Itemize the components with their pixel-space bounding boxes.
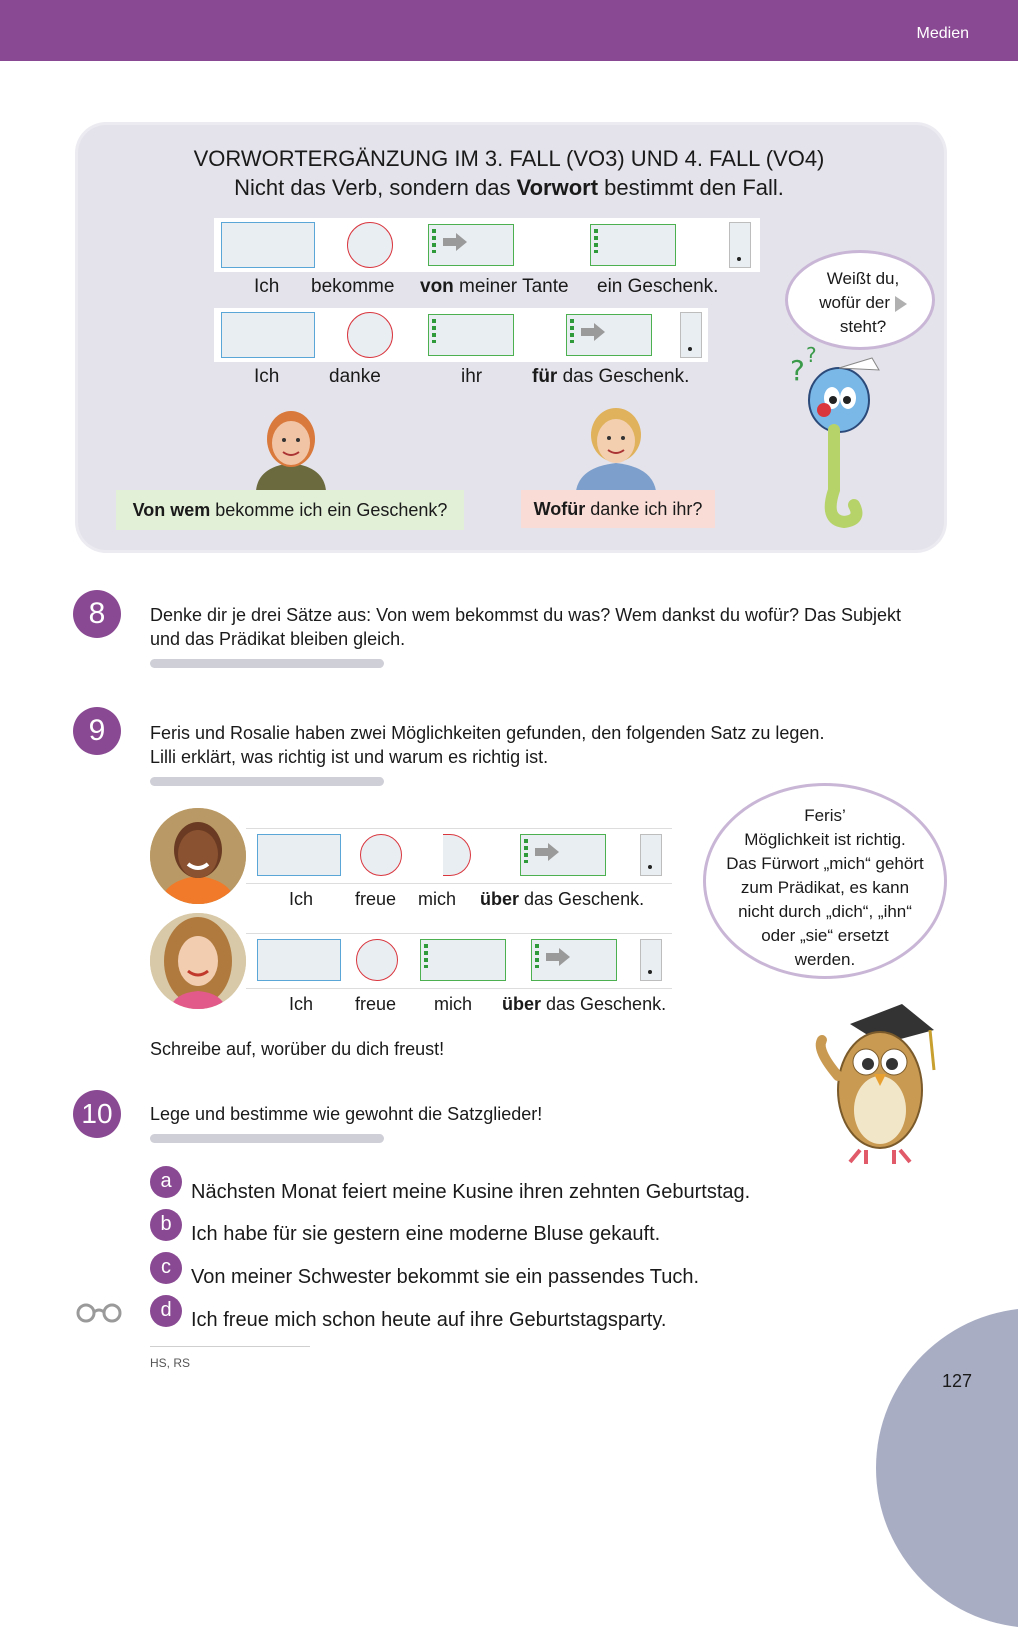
feris-photo <box>150 808 246 904</box>
item-badge-c: c <box>150 1252 182 1284</box>
word-von-meiner-tante: von meiner Tante <box>420 276 569 297</box>
period-box <box>680 312 702 358</box>
predicate-circle <box>360 834 402 876</box>
vo4-box <box>566 314 652 356</box>
predicate-circle <box>347 312 393 358</box>
word-ich: Ich <box>254 366 280 387</box>
vo4-box <box>520 834 606 876</box>
owl-mascot <box>810 1000 950 1168</box>
svg-text:?: ? <box>790 354 805 387</box>
page-number: 127 <box>942 1371 973 1391</box>
question-mascot <box>784 340 894 530</box>
task8-text: Denke dir je drei Sätze aus: Von wem bekommst du was? Wem dankst du wofür? Das Subjekt und das Prädikat bleiben gleich. <box>150 605 902 649</box>
boy-photo <box>570 403 662 491</box>
footer-note: HS, RS <box>150 1356 191 1370</box>
question-von-wem: Von wem bekomme ich ein Geschenk? <box>116 490 464 530</box>
speech-bubble-question: Weißt du, wofür der steht? <box>785 250 935 350</box>
word-ein-geschenk: ein Geschenk. <box>597 276 719 297</box>
task-number-8: 8 <box>73 590 121 638</box>
predicate-circle <box>347 222 393 268</box>
subject-square <box>257 939 341 981</box>
word-freue: freue <box>355 889 397 909</box>
word-bekomme: bekomme <box>311 276 395 297</box>
period-box <box>640 834 662 876</box>
item-badge-d: d <box>150 1295 182 1327</box>
page-corner <box>876 1308 1018 1628</box>
item-badge-b: b <box>150 1209 182 1241</box>
info-title: VORWORTERGÄNZUNG IM 3. FALL (VO3) UND 4. FALL (VO4) <box>193 146 825 171</box>
word-ueber-das-geschenk: über das Geschenk. <box>480 889 645 909</box>
item-text-b: Ich habe für sie gestern eine moderne Bluse gekauft. <box>191 1223 661 1245</box>
word-danke: danke <box>329 366 381 387</box>
subject-square <box>221 312 315 358</box>
item-text-d: Ich freue mich schon heute auf ihre Geburtstagsparty. <box>191 1309 667 1331</box>
glasses-icon <box>75 1302 123 1324</box>
task9-text: Feris und Rosalie haben zwei Möglichkeiten gefunden, den folgenden Satz zu legen. Lilli erklärt, was richtig ist und warum es richtig ist. <box>150 723 825 767</box>
word-ich: Ich <box>289 994 314 1014</box>
word-ich: Ich <box>254 276 280 297</box>
footer-divider <box>150 1346 310 1347</box>
arrow-icon <box>581 328 595 336</box>
object-box <box>590 224 676 266</box>
task10-text: Lege und bestimme wie gewohnt die Satzglieder! <box>150 1104 543 1124</box>
task-number-10: 10 <box>73 1090 121 1138</box>
object-box <box>428 314 514 356</box>
item-text-c: Von meiner Schwester bekommt sie ein passendes Tuch. <box>191 1266 700 1288</box>
period-box <box>729 222 751 268</box>
word-mich: mich <box>418 889 457 909</box>
arrow-icon <box>895 296 907 312</box>
speech-bubble-lilli: Feris’ Möglichkeit ist richtig. Das Fürwort „mich“ gehört zum Prädikat, es kann nicht durch „dich“, „ihn“ oder „sie“ ersetzt werden. <box>703 783 947 979</box>
section-label: Medien <box>916 25 969 42</box>
object-box <box>420 939 506 981</box>
word-ich: Ich <box>289 889 314 909</box>
vo4-box <box>531 939 617 981</box>
word-ihr: ihr <box>461 366 483 387</box>
period-box <box>640 939 662 981</box>
word-ueber-das-geschenk: über das Geschenk. <box>502 994 667 1014</box>
subject-square <box>257 834 341 876</box>
question-wofuer: Wofür danke ich ihr? <box>521 490 715 528</box>
item-text-a: Nächsten Monat feiert meine Kusine ihren zehnten Geburtstag. <box>191 1181 751 1203</box>
girl-photo <box>246 405 336 491</box>
predicate-circle <box>356 939 398 981</box>
writing-line <box>150 659 384 668</box>
word-fuer-das-geschenk: für das Geschenk. <box>532 366 690 387</box>
write-prompt: Schreibe auf, worüber du dich freust! <box>150 1039 445 1059</box>
svg-text:?: ? <box>806 343 817 367</box>
arrow-icon <box>535 848 549 856</box>
header-bar <box>0 0 1018 61</box>
task-number-9: 9 <box>73 707 121 755</box>
word-mich: mich <box>434 994 473 1014</box>
word-freue: freue <box>355 994 397 1014</box>
info-subtitle: Nicht das Verb, sondern das Vorwort bestimmt den Fall. <box>234 175 784 200</box>
rosalie-photo <box>150 913 246 1009</box>
arrow-icon <box>443 238 457 246</box>
writing-line <box>150 777 384 786</box>
item-badge-a: a <box>150 1166 182 1198</box>
arrow-icon <box>546 953 560 961</box>
subject-square <box>221 222 315 268</box>
writing-line <box>150 1134 384 1143</box>
vo3-box <box>428 224 514 266</box>
